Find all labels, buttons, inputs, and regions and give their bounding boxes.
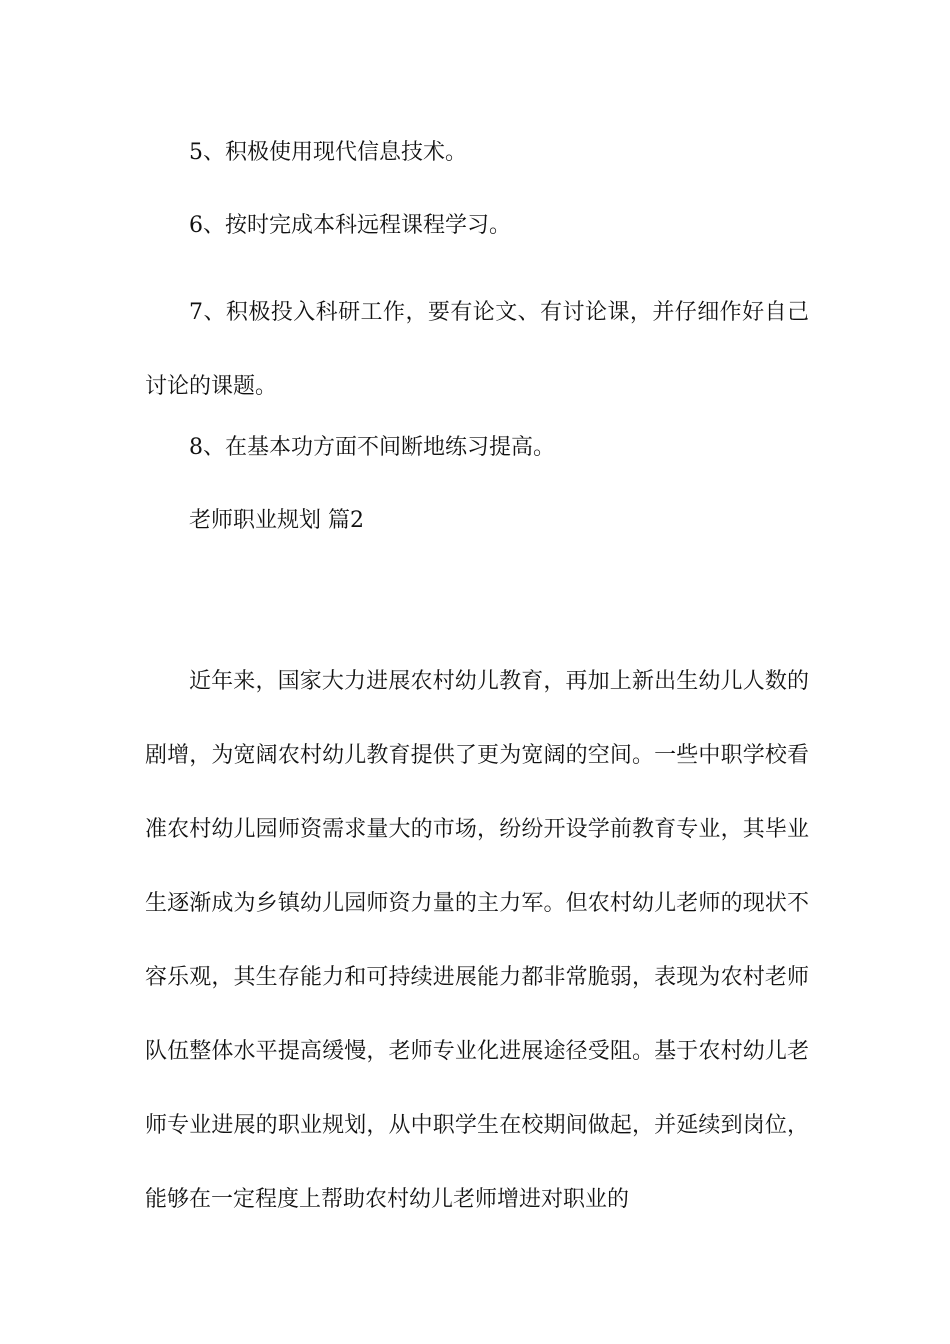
list-item-8: 8、在基本功方面不间断地练习提高。 bbox=[189, 435, 555, 460]
list-item-6: 6、按时完成本科远程课程学习。 bbox=[189, 213, 511, 238]
list-item-5: 5、积极使用现代信息技术。 bbox=[189, 140, 467, 165]
list-item-7: 7、积极投入科研工作，要有论文、有讨论课，并仔细作好自己讨论的课题。 bbox=[145, 300, 809, 399]
document-body bbox=[145, 130, 809, 1237]
body-paragraph: 近年来，国家大力进展农村幼儿教育，再加上新出生幼儿人数的剧增，为宽阔农村幼儿教育提供了更为宽阔的空间。一些中职学校看准农村幼儿园师资需求量大的市场，纷纷开设学前教育专业，其毕业生逐渐成为乡镇幼儿园师资力量的主力军。但农村幼儿老师的现状不容乐观，其生存能力和可持续进展能力都非常脆弱，表现为农村老师队伍整体水平提高缓慢，老师专业化进展途径受阻。基于农村幼儿老师专业进展的职业规划，从中职学生在校期间做起，并延续到岗位，能够在一定程度上帮助农村幼儿老师增进对职业的 bbox=[145, 669, 809, 1212]
section-title: 老师职业规划 篇2 bbox=[189, 508, 364, 533]
